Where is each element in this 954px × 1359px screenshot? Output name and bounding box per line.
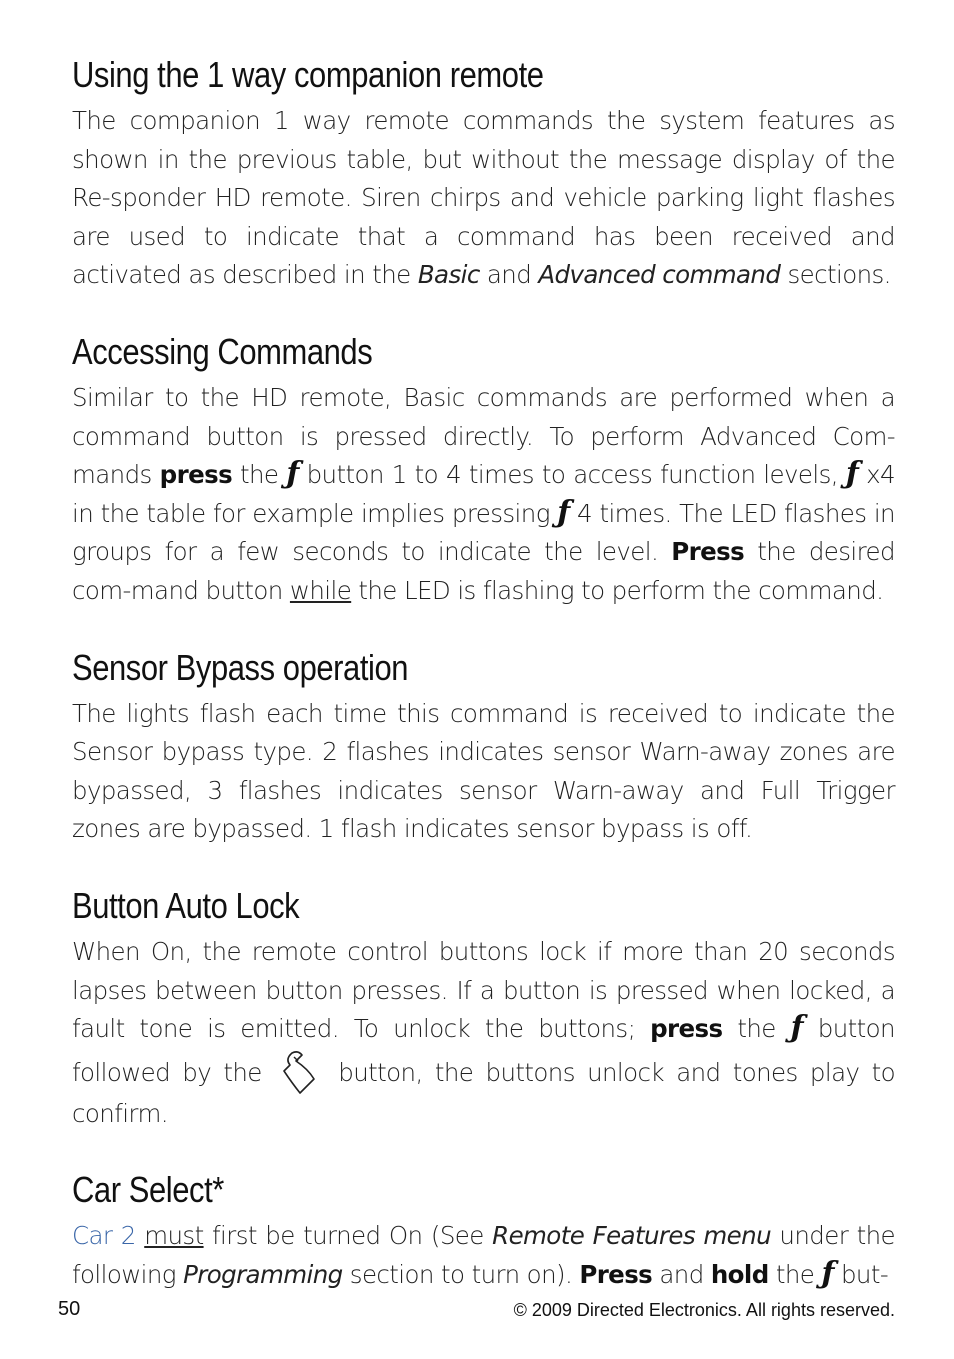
function-f-icon: ƒ (286, 456, 299, 492)
copyright-notice: © 2009 Directed Electronics. All rights reserved. (513, 1300, 895, 1320)
car-2-link[interactable]: Car 2 (72, 1221, 136, 1251)
section-car-select (72, 1169, 895, 1294)
section-heading: Using the 1 way companion remote (72, 54, 544, 95)
section-body: Similar to the HD remote, Basic commands are performed when a command button is pressed directly. To perform Advanced Com-mands press the ƒ button 1 to 4 times to access function levels, ƒ x4 in the table for example implies pressing ƒ 4 times. The LED flashes in groups for a few seconds to indicate the level. Press the desired com-mand button while the LED is flashing to perform the command. (72, 382, 895, 605)
function-f-icon: ƒ (557, 494, 570, 530)
key-icon (280, 1049, 320, 1095)
section-body: The lights flash each time this command is received to indicate the Sensor bypass type. 2 flashes indicates sensor Warn-away zones are bypassed, 3 flashes indicates sensor Warn-away and Full Trigger zones are bypassed. 1 flash indicates sensor bypass is off. (72, 698, 895, 844)
function-f-icon: ƒ (845, 456, 859, 492)
section-body: When On, the remote control buttons lock if more than 20 seconds lapses between button presses. If a button is pressed when locked, a fault tone is emitted. To unlock the buttons; press the ƒ button followed by the button, the buttons unlock and tones play to confirm. (72, 936, 896, 1128)
section-heading: Car Select* (72, 1169, 224, 1211)
function-f-icon: ƒ (821, 1255, 834, 1291)
section-sensor-bypass (72, 647, 895, 849)
page-number: 50 (58, 1298, 81, 1320)
section-companion-remote (72, 54, 895, 295)
section-accessing-commands (72, 331, 895, 611)
section-heading: Button Auto Lock (72, 884, 300, 926)
function-f-icon: ƒ (790, 1010, 803, 1046)
section-button-auto-lock (72, 885, 895, 1133)
document-page (72, 54, 895, 1330)
section-body: Car 2 must first be turned On (See Remote Features menu under the following Programming section to turn on). Press and hold the ƒ but- (72, 1221, 895, 1291)
section-body: The companion 1 way remote commands the system features as shown in the previous table, but without the message display of the Re-sponder HD remote. Siren chirps and vehicle parking light flashes are used to indicate that a command has been received and activated as described in the Basic and Advanced command sections. (72, 106, 895, 290)
section-heading: Accessing Commands (72, 330, 373, 372)
section-heading: Sensor Bypass operation (72, 646, 409, 688)
